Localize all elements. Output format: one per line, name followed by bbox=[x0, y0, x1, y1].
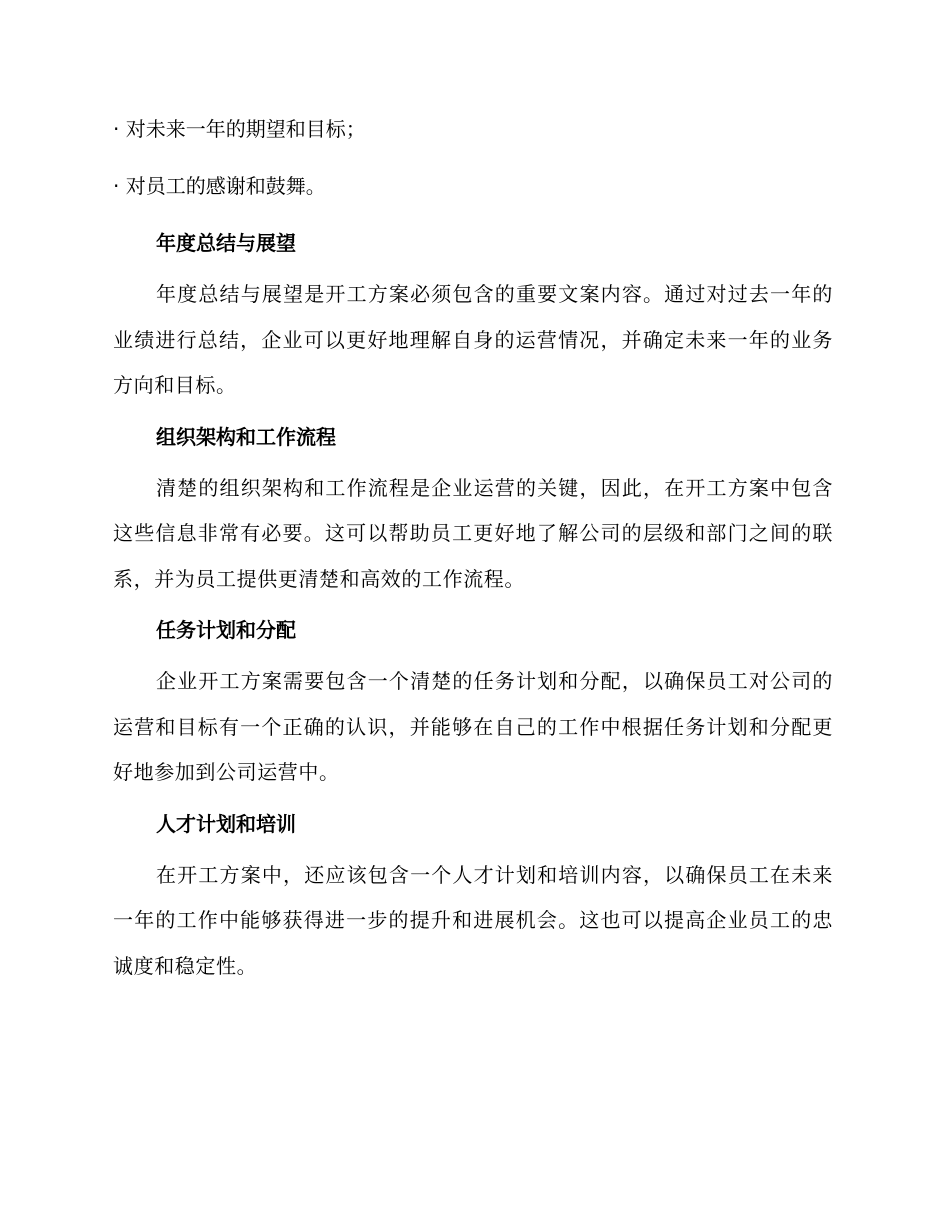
section-paragraph-annual-summary: 年度总结与展望是开工方案必须包含的重要文案内容。通过对过去一年的业绩进行总结，企业可以更好地理解自身的运营情况，并确定未来一年的业务方向和目标。 bbox=[113, 282, 833, 397]
section-heading-org-structure: 组织架构和工作流程 bbox=[156, 424, 336, 449]
section-heading-annual-summary: 年度总结与展望 bbox=[156, 231, 296, 255]
section-heading-task-plan: 任务计划和分配 bbox=[156, 618, 296, 642]
section-paragraph-talent-plan: 在开工方案中，还应该包含一个人才计划和培训内容，以确保员工在未来一年的工作中能够获得进一步的提升和进展机会。这也可以提高企业员工的忠诚度和稳定性。 bbox=[113, 862, 833, 978]
document-body bbox=[113, 112, 833, 989]
bullet-item-gratitude: · 对员工的感谢和鼓舞。 bbox=[113, 174, 326, 198]
section-heading-talent-plan: 人才计划和培训 bbox=[156, 811, 296, 836]
section-paragraph-task-plan: 企业开工方案需要包含一个清楚的任务计划和分配，以确保员工对公司的运营和目标有一个正确的认识，并能够在自己的工作中根据任务计划和分配更好地参加到公司运营中。 bbox=[113, 669, 833, 784]
section-paragraph-org-structure: 清楚的组织架构和工作流程是企业运营的关键，因此，在开工方案中包含这些信息非常有必要。这可以帮助员工更好地了解公司的层级和部门之间的联系，并为员工提供更清楚和高效的工作流程。 bbox=[113, 475, 833, 591]
bullet-item-expectations: · 对未来一年的期望和目标； bbox=[113, 117, 366, 141]
